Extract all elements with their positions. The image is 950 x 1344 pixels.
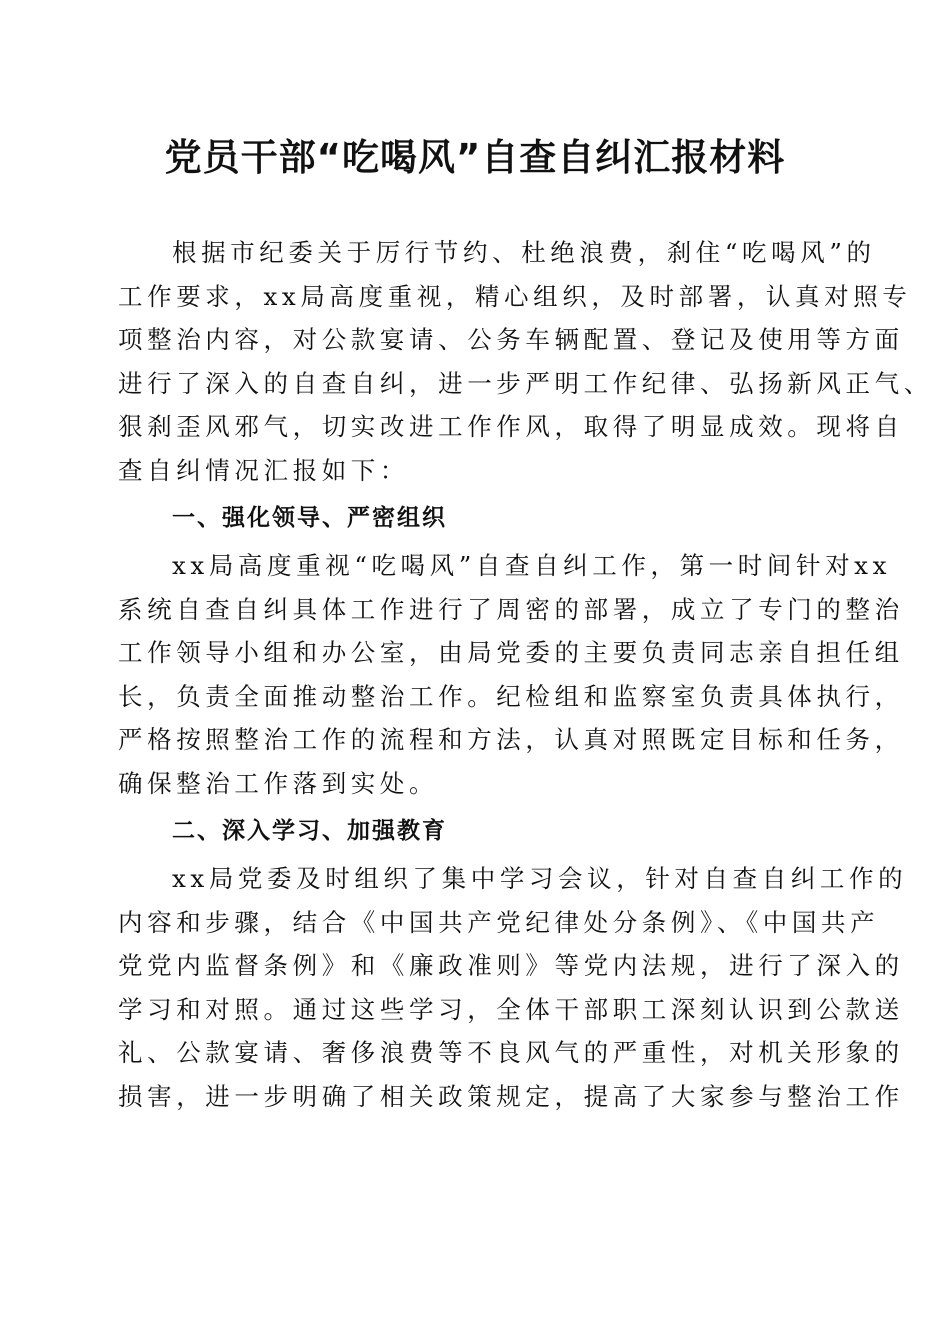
- section-2-line: 学习和对照。通过这些学习，全体干部职工深刻认识到公款送: [118, 994, 904, 1024]
- section-heading-1: 一、强化领导、严密组织: [172, 505, 447, 531]
- section-1-line: xx局高度重视“吃喝风”自查自纠工作，第一时间针对xx: [172, 551, 892, 580]
- intro-line: 工作要求，xx局高度重视，精心组织，及时部署，认真对照专: [118, 281, 912, 311]
- intro-line: 查自纠情况汇报如下：: [118, 455, 409, 485]
- section-1-line: 系统自查自纠具体工作进行了周密的部署，成立了专门的整治: [118, 594, 904, 624]
- section-1-line: 工作领导小组和办公室，由局党委的主要负责同志亲自担任组: [118, 638, 904, 667]
- intro-line: 进行了深入的自查自纠，进一步严明工作纪律、弘扬新风正气、: [118, 368, 933, 398]
- section-2-line: 党党内监督条例》和《廉政准则》等党内法规，进行了深入的: [118, 951, 904, 980]
- section-2-paragraph: [118, 857, 908, 1118]
- document-title: 党员干部“吃喝风”自查自纠汇报材料: [164, 136, 786, 179]
- section-1-line: 严格按照整治工作的流程和方法，认真对照既定目标和任务，: [118, 725, 904, 754]
- intro-paragraph: [118, 231, 933, 492]
- intro-line: 根据市纪委关于厉行节约、杜绝浪费，刹住“吃喝风”的: [172, 238, 876, 267]
- intro-line: 项整治内容，对公款宴请、公务车辆配置、登记及使用等方面: [118, 325, 904, 354]
- intro-line: 狠刹歪风邪气，切实改进工作作风，取得了明显成效。现将自: [118, 412, 904, 441]
- section-2-line: 损害，进一步明确了相关政策规定，提高了大家参与整治工作: [118, 1081, 904, 1111]
- section-2-line: 礼、公款宴请、奢侈浪费等不良风气的严重性，对机关形象的: [118, 1038, 904, 1067]
- section-heading-2: 二、深入学习、加强教育: [172, 818, 447, 844]
- section-1-line: 确保整治工作落到实处。: [118, 768, 439, 798]
- section-1-paragraph: [118, 544, 904, 805]
- section-2-line: xx局党委及时组织了集中学习会议，针对自查自纠工作的: [172, 864, 908, 893]
- section-1-line: 长，负责全面推动整治工作。纪检组和监察室负责具体执行，: [118, 681, 904, 711]
- section-2-line: 内容和步骤，结合《中国共产党纪律处分条例》、《中国共产: [118, 907, 880, 937]
